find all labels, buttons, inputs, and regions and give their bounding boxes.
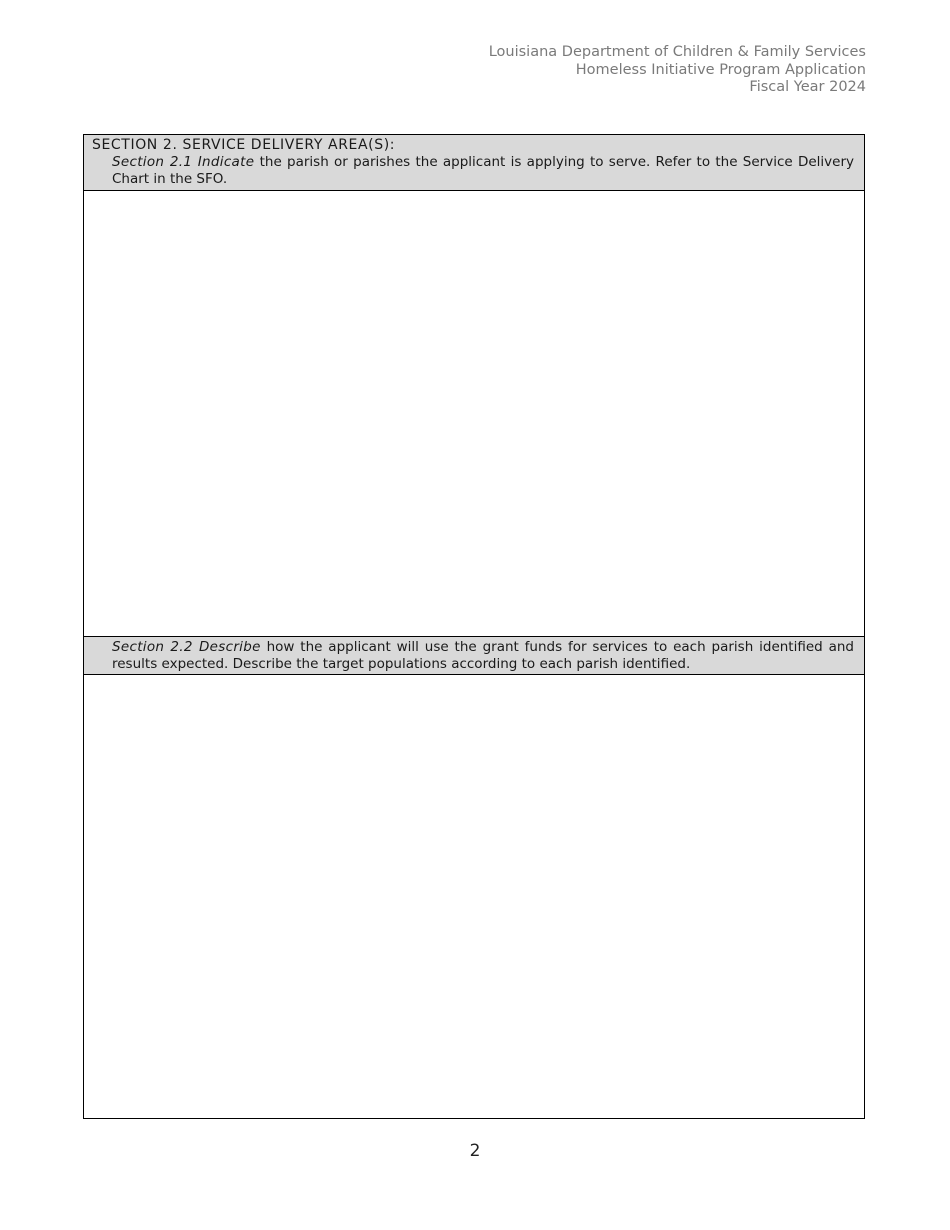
section-2-1-answer-box [84,191,864,637]
section-2-2-instructions [92,639,856,673]
section-2-2-header [84,637,864,675]
section-2-2-lead: Section 2.2 Describe [112,639,261,655]
page-number: 2 [469,1141,481,1161]
section-2-1-text: the parish or parishes the applicant is applying to serve. Refer to the Service Delivery Chart in the SFO. [112,154,854,187]
header-fiscal-year: Fiscal Year 2024 [749,79,866,95]
header-program: Homeless Initiative Program Application [575,61,866,78]
section-2-1-header [84,135,864,191]
section-2-form-table [83,134,865,1119]
section-2-1-lead: Section 2.1 Indicate [112,154,255,170]
section-2-2-response-field[interactable] [84,675,864,1118]
page-header [489,44,866,97]
header-agency: Louisiana Department of Children & Family Services [488,44,866,60]
section-2-1-instructions [92,154,856,188]
section-2-2-answer-box [84,675,864,1118]
section-2-1-response-field[interactable] [84,191,864,636]
section-title: SECTION 2. SERVICE DELIVERY AREA(S): [92,137,396,153]
section-2-2-text: how the applicant will use the grant funds for services to each parish identified and results expected. Describe the target populations according to each parish identified. [112,639,854,672]
